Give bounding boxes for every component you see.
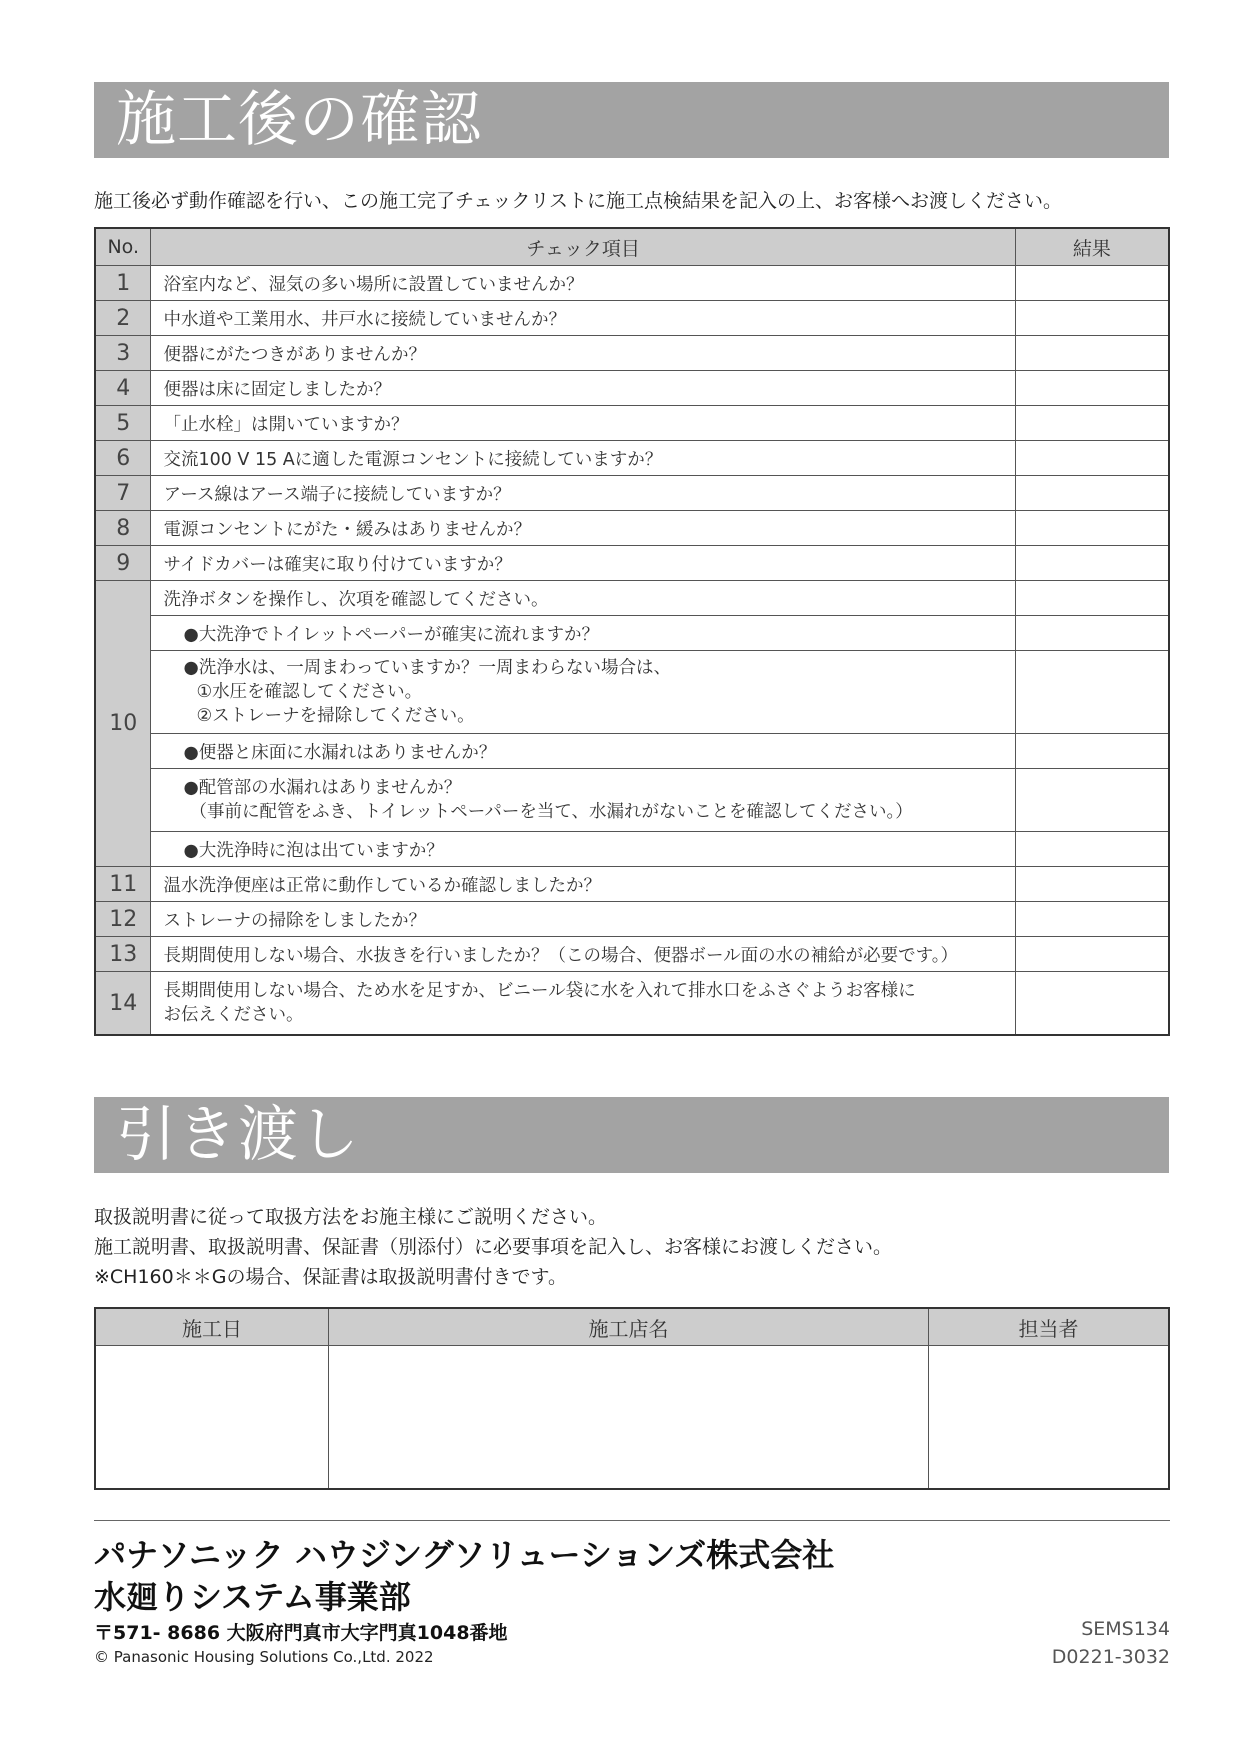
check-item: サイドカバーは確実に取り付けていますか？ xyxy=(151,546,1015,581)
header-result: 結果 xyxy=(1015,228,1169,266)
row-number: 7 xyxy=(95,476,151,511)
table-row xyxy=(95,336,1169,371)
subitem-line: （事前に配管をふき、トイレットペーパーを当て、水漏れがないことを確認してください。） xyxy=(189,802,913,822)
handover-line-3: ※CH160＊＊Gの場合、保証書は取扱説明書付きです。 xyxy=(94,1266,567,1288)
check-item: 便器は床に固定しましたか？ xyxy=(151,371,1015,406)
division-name: 水廻りシステム事業部 xyxy=(94,1578,411,1616)
handover-table xyxy=(94,1307,1170,1490)
document-code: SEMS134 xyxy=(1081,1618,1170,1640)
install-date-field[interactable] xyxy=(95,1346,329,1490)
check-item: 「止水栓」は開いていますか？ xyxy=(151,406,1015,441)
check-item xyxy=(151,972,1015,1036)
header-shop-name: 施工店名 xyxy=(329,1308,929,1346)
result-cell[interactable] xyxy=(1015,441,1169,476)
intro-text: 施工後必ず動作確認を行い、この施工完了チェックリストに施工点検結果を記入の上、お客様へお渡しください。 xyxy=(94,190,1063,212)
copyright: © Panasonic Housing Solutions Co.,Ltd. 2022 xyxy=(94,1648,434,1666)
check-item: アース線はアース端子に接続していますか？ xyxy=(151,476,1015,511)
table-row xyxy=(95,476,1169,511)
result-cell[interactable] xyxy=(1015,734,1169,769)
header-no: No. xyxy=(95,228,151,266)
check-item: 交流100 V 15 Aに適した電源コンセントに接続していますか？ xyxy=(151,441,1015,476)
row-number: 4 xyxy=(95,371,151,406)
row-number: 5 xyxy=(95,406,151,441)
table-row xyxy=(95,867,1169,902)
section-title-post-install-check: 施工後の確認 xyxy=(94,82,1169,158)
row-number: 12 xyxy=(95,902,151,937)
handover-input-row xyxy=(95,1346,1169,1490)
table-row xyxy=(95,581,1169,616)
check-subitem xyxy=(151,651,1015,734)
company-name: パナソニック ハウジングソリューションズ株式会社 xyxy=(94,1536,835,1574)
table-row xyxy=(95,441,1169,476)
row-number: 13 xyxy=(95,937,151,972)
footer-divider xyxy=(94,1520,1170,1521)
result-cell[interactable] xyxy=(1015,616,1169,651)
row-number: 2 xyxy=(95,301,151,336)
result-cell[interactable] xyxy=(1015,406,1169,441)
item-line: お伝えください。 xyxy=(163,1005,304,1025)
check-item: 浴室内など、湿気の多い場所に設置していませんか？ xyxy=(151,266,1015,301)
check-item: 長期間使用しない場合、水抜きを行いましたか？（この場合、便器ボール面の水の補給が必要です。） xyxy=(151,937,1015,972)
table-row xyxy=(95,371,1169,406)
table-subrow xyxy=(95,832,1169,867)
table-row xyxy=(95,937,1169,972)
check-item: 電源コンセントにがた・緩みはありませんか？ xyxy=(151,511,1015,546)
check-item: 洗浄ボタンを操作し、次項を確認してください。 xyxy=(151,581,1015,616)
result-cell[interactable] xyxy=(1015,511,1169,546)
result-cell[interactable] xyxy=(1015,769,1169,832)
table-subrow xyxy=(95,734,1169,769)
check-item: 便器にがたつきがありませんか？ xyxy=(151,336,1015,371)
check-subitem: ●便器と床面に水漏れはありませんか？ xyxy=(151,734,1015,769)
document-revision-code: D0221-3032 xyxy=(1051,1646,1170,1668)
person-field[interactable] xyxy=(928,1346,1169,1490)
table-row xyxy=(95,406,1169,441)
shop-name-field[interactable] xyxy=(329,1346,929,1490)
result-cell[interactable] xyxy=(1015,972,1169,1036)
row-number: 6 xyxy=(95,441,151,476)
row-number: 3 xyxy=(95,336,151,371)
company-address: 〒571- 8686 大阪府門真市大字門真1048番地 xyxy=(94,1622,508,1644)
check-item: 温水洗浄便座は正常に動作しているか確認しましたか？ xyxy=(151,867,1015,902)
result-cell[interactable] xyxy=(1015,832,1169,867)
check-subitem: ●大洗浄でトイレットペーパーが確実に流れますか？ xyxy=(151,616,1015,651)
result-cell[interactable] xyxy=(1015,937,1169,972)
subitem-line: ●洗浄水は、一周まわっていますか？一周まわらない場合は、 xyxy=(183,658,672,678)
result-cell[interactable] xyxy=(1015,581,1169,616)
result-cell[interactable] xyxy=(1015,476,1169,511)
row-number: 9 xyxy=(95,546,151,581)
table-row xyxy=(95,546,1169,581)
table-row xyxy=(95,266,1169,301)
result-cell[interactable] xyxy=(1015,266,1169,301)
check-subitem: ●大洗浄時に泡は出ていますか？ xyxy=(151,832,1015,867)
header-install-date: 施工日 xyxy=(95,1308,329,1346)
subitem-line: ①水圧を確認してください。 xyxy=(196,682,423,702)
checklist-table xyxy=(94,227,1170,1036)
table-row xyxy=(95,902,1169,937)
table-row xyxy=(95,972,1169,1036)
table-subrow xyxy=(95,616,1169,651)
handover-line-1: 取扱説明書に従って取扱方法をお施主様にご説明ください。 xyxy=(94,1206,608,1228)
row-number: 1 xyxy=(95,266,151,301)
subitem-line: ●配管部の水漏れはありませんか？ xyxy=(183,778,462,798)
result-cell[interactable] xyxy=(1015,371,1169,406)
company-block xyxy=(94,1534,834,1618)
row-number: 8 xyxy=(95,511,151,546)
table-row xyxy=(95,301,1169,336)
check-item: 中水道や工業用水、井戸水に接続していませんか？ xyxy=(151,301,1015,336)
row-number: 14 xyxy=(95,972,151,1036)
subitem-line: ②ストレーナを掃除してください。 xyxy=(196,706,475,726)
result-cell[interactable] xyxy=(1015,336,1169,371)
handover-header-row xyxy=(95,1308,1169,1346)
row-number: 10 xyxy=(95,581,151,867)
checklist-header-row xyxy=(95,228,1169,266)
check-item: ストレーナの掃除をしましたか？ xyxy=(151,902,1015,937)
table-subrow xyxy=(95,651,1169,734)
row-number: 11 xyxy=(95,867,151,902)
header-person: 担当者 xyxy=(928,1308,1169,1346)
handover-line-2: 施工説明書、取扱説明書、保証書（別添付）に必要事項を記入し、お客様にお渡しください。 xyxy=(94,1236,893,1258)
item-line: 長期間使用しない場合、ため水を足すか、ビニール袋に水を入れて排水口をふさぐようお客様に xyxy=(163,981,916,1001)
result-cell[interactable] xyxy=(1015,301,1169,336)
result-cell[interactable] xyxy=(1015,867,1169,902)
handover-text xyxy=(94,1202,892,1292)
header-item: チェック項目 xyxy=(151,228,1015,266)
result-cell[interactable] xyxy=(1015,651,1169,734)
section-title-handover: 引き渡し xyxy=(94,1097,1169,1173)
table-row xyxy=(95,511,1169,546)
result-cell[interactable] xyxy=(1015,902,1169,937)
check-subitem xyxy=(151,769,1015,832)
table-subrow xyxy=(95,769,1169,832)
result-cell[interactable] xyxy=(1015,546,1169,581)
